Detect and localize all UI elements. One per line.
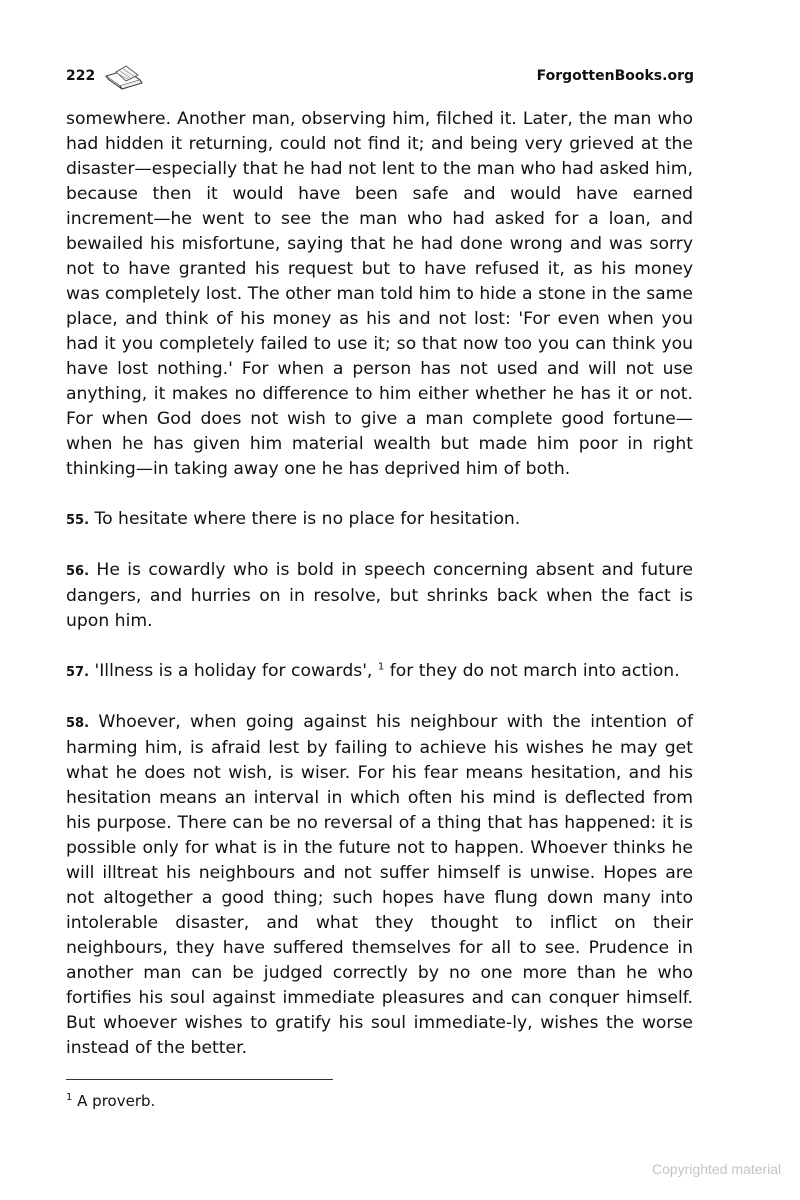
page-body bbox=[66, 107, 693, 1086]
paragraph-text: To hesitate where there is no place for hesitation. bbox=[94, 509, 521, 529]
page-header bbox=[66, 64, 694, 92]
copyright-watermark: Copyrighted material bbox=[652, 1161, 782, 1177]
paragraph-text: somewhere. Another man, observing him, filched it. Later, the man who had hidden it returning, could not find it; and being very grieved at the disaster—especially that he had not lent to the man who had asked him, because then it would have been safe and would have earned increment—he went to see the man who had asked for a loan, and bewailed his misfortune, saying that he had done wrong and was sorry not to have granted his request but to have refused it, as his money was completely lost. The other man told him to hide a stone in the same place, and think of his money as his and not lost: 'For even when you had it you completely failed to use it; so that now too you can think you have lost nothing.' For when a person has not used and will not use anything, it makes no difference to him either whether he has it or not. For when God does not wish to give a man complete good fortune—when he has given him material wealth but made him poor in right thinking—in taking away one he has deprived him of both. bbox=[66, 109, 693, 479]
open-book-icon bbox=[104, 64, 148, 90]
footnote-divider bbox=[66, 1079, 333, 1080]
footnote-marker: 1 bbox=[66, 1092, 73, 1103]
paragraph-56 bbox=[66, 558, 693, 634]
footnote-reference[interactable]: 1 bbox=[377, 661, 385, 673]
footnote-text: A proverb. bbox=[77, 1092, 156, 1110]
paragraph-58 bbox=[66, 710, 693, 1061]
paragraph-text-after: for they do not march into action. bbox=[389, 661, 680, 681]
paragraph-number: 55. bbox=[66, 513, 90, 528]
paragraph-57 bbox=[66, 659, 693, 685]
site-name: ForgottenBooks.org bbox=[536, 68, 694, 84]
paragraph-continued bbox=[66, 107, 693, 482]
footnote bbox=[66, 1092, 155, 1110]
paragraph-text: He is cowardly who is bold in speech concerning absent and future dangers, and hurries on in resolve, but shrinks back when the fact is upon him. bbox=[66, 560, 694, 631]
paragraph-text: Whoever, when going against his neighbour with the intention of harming him, is afraid lest by failing to achieve his wishes he may get what he does not wish, is wiser. For his fear means hesitation, and his hesitation means an interval in which often his mind is deflected from his purpose. There can be no reversal of a thing that has happened: it is possible only for what is in the future not to happen. Whoever thinks he will illtreat his neighbours and not suffer himself is unwise. Hopes are not altogether a good thing; such hopes have flung down many into intolerable disaster, and what they thought to inflict on their neighbours, they have suffered themselves for all to see. Prudence in another man can be judged correctly by no one more than he who fortifies his soul against immediate pleasures and can conquer himself. But whoever wishes to gratify his soul immediate-ly, wishes the worse instead of the better. bbox=[66, 712, 693, 1058]
page-number: 222 bbox=[66, 68, 96, 84]
paragraph-55 bbox=[66, 507, 693, 533]
paragraph-text: 'Illness is a holiday for cowards', bbox=[94, 661, 373, 681]
paragraph-number: 56. bbox=[66, 564, 90, 579]
paragraph-number: 57. bbox=[66, 665, 90, 680]
paragraph-number: 58. bbox=[66, 716, 90, 731]
